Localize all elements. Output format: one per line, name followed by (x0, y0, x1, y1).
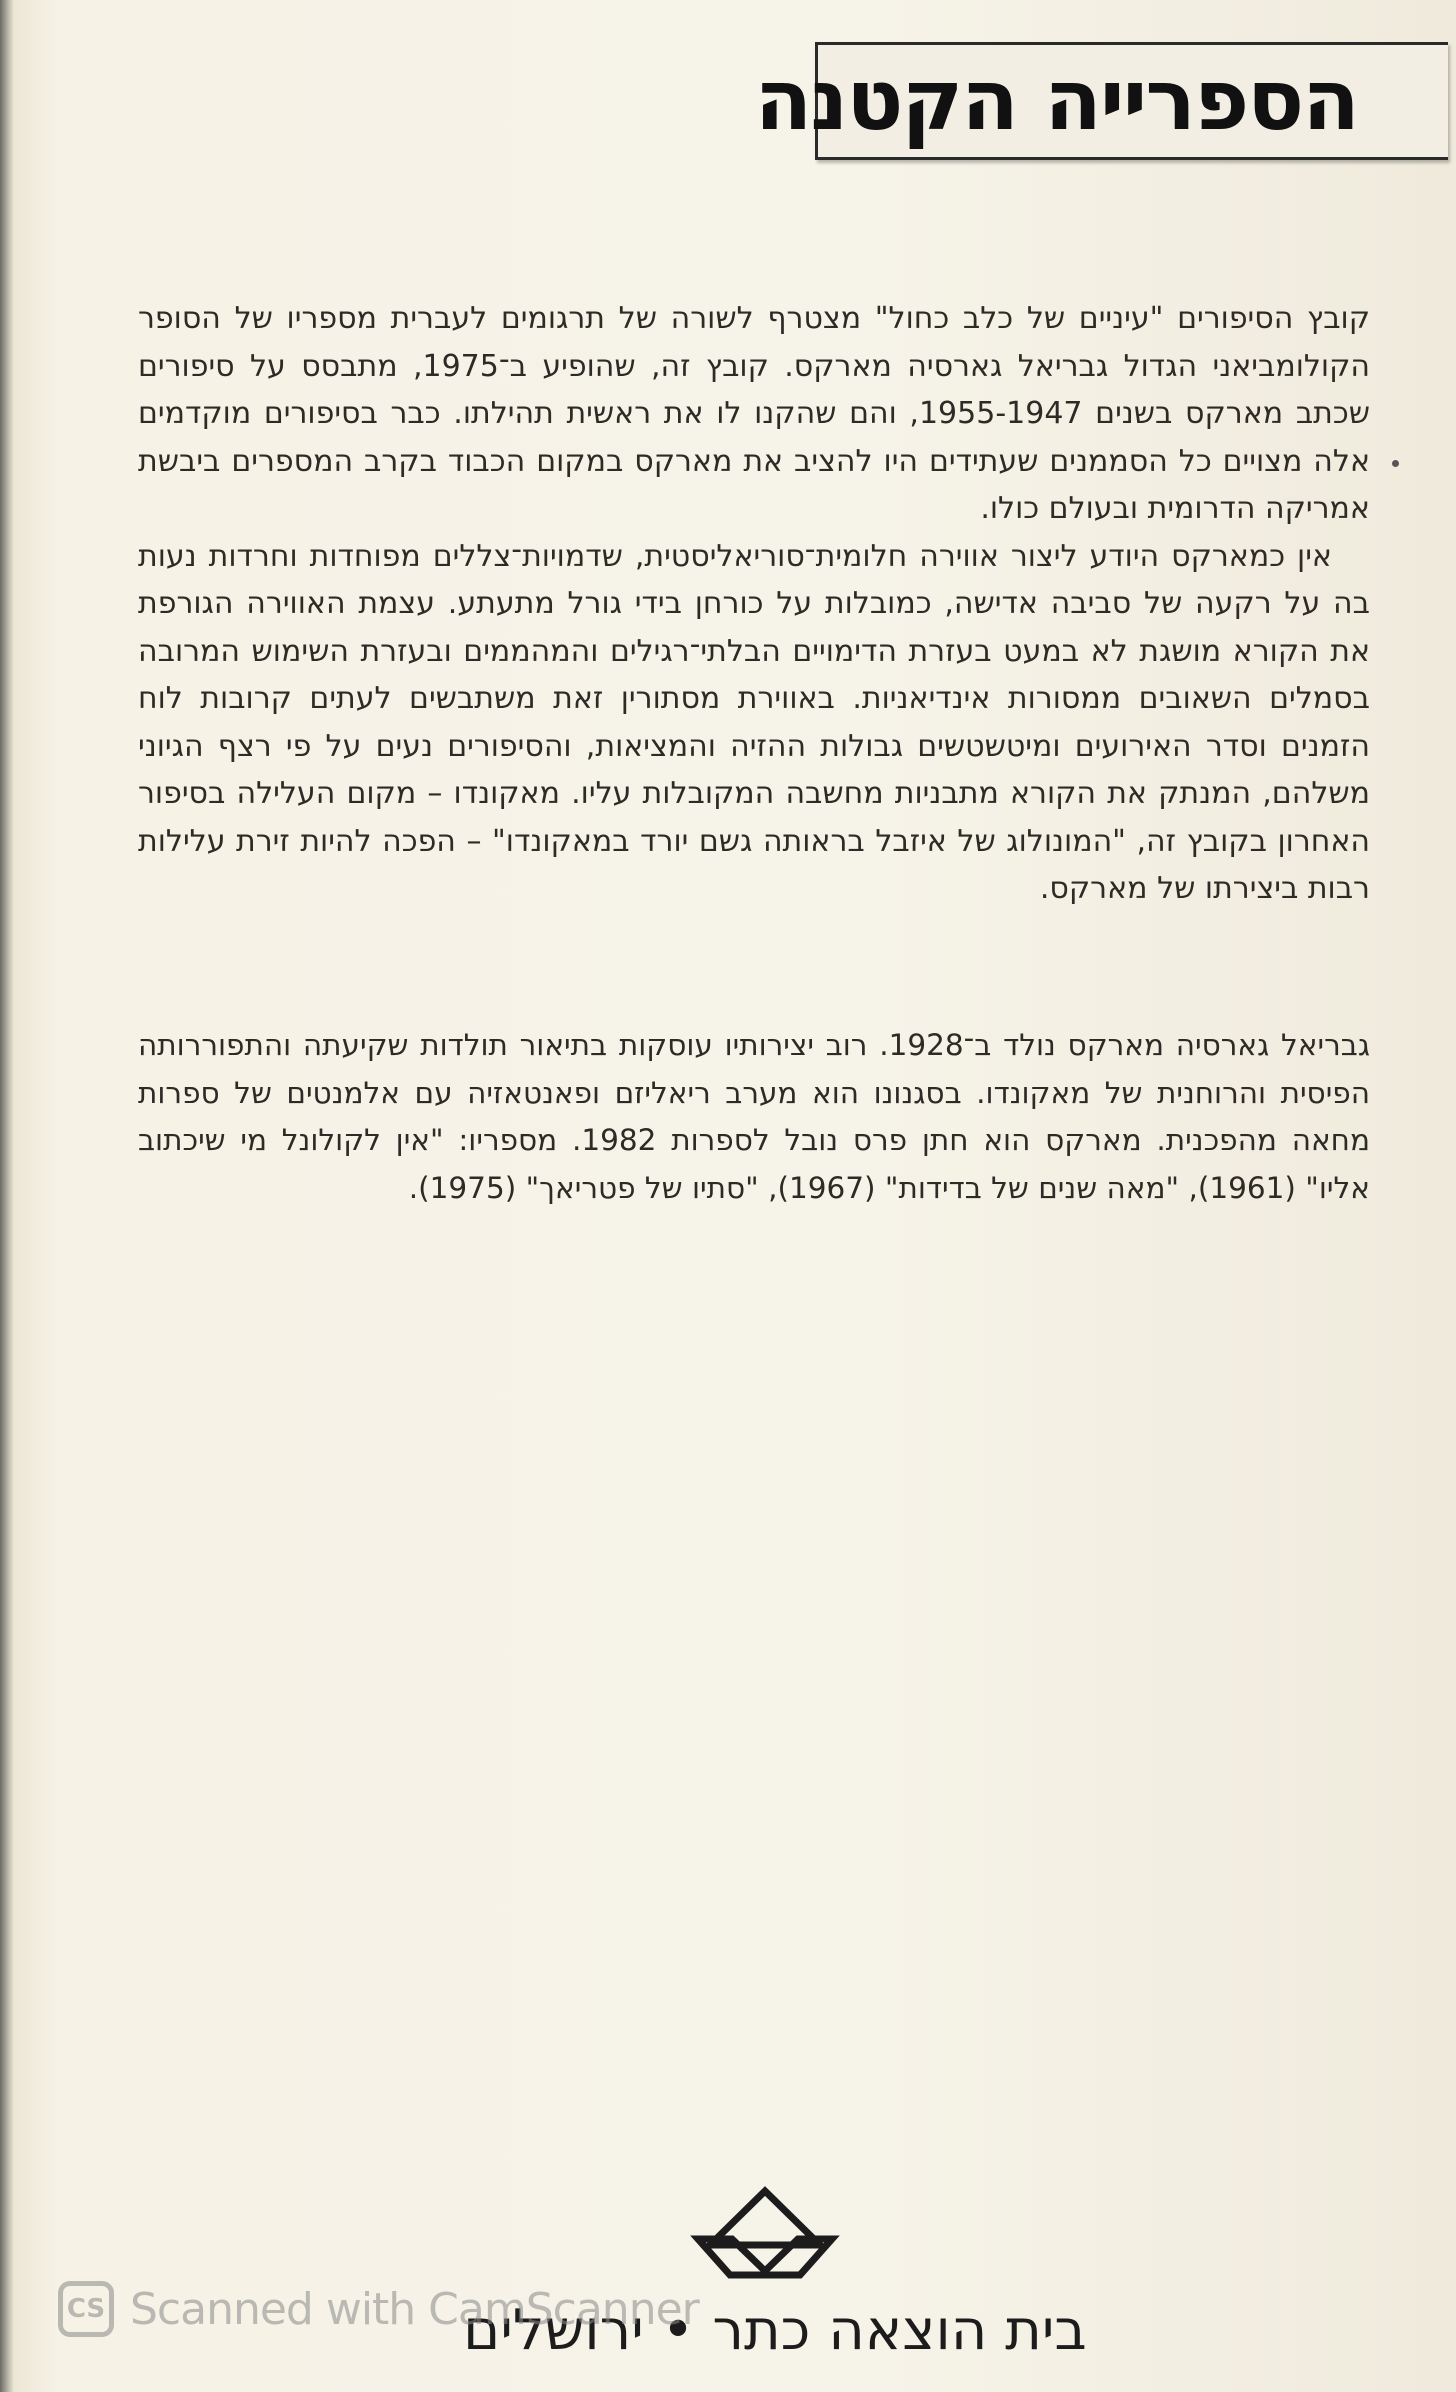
blurb-text (138, 295, 1370, 913)
publisher-name: בית הוצאה כתר • ירושלים (463, 2298, 1087, 2363)
crown-icon (690, 2183, 840, 2283)
camscanner-text: Scanned with CamScanner (130, 2283, 699, 2335)
author-bio (138, 1022, 1370, 1212)
page-edge-shadow (0, 0, 14, 2392)
series-title: הספרייה הקטנה (754, 51, 1358, 149)
blurb-paragraph-1: קובץ הסיפורים "עיניים של כלב כחול" מצטרף לשורה של תרגומים לעברית מספריו של הסופר הקולומביאני הגדול גבריאל גארסיה מארקס. קובץ זה, שהופיע ב־1975, מתבסס על סיפורים שכתב מארקס בשנים 1955-1947, והם שהקנו לו את ראשית תהילתו. כבר בסיפורים מוקדמים אלה מצויים כל הסממנים שעתידים היו להציב את מארקס במקום הכבוד בקרב המספרים ביבשת אמריקה הדרומית ובעולם כולו. (138, 301, 1370, 526)
camscanner-logo-icon: CS (58, 2281, 114, 2337)
camscanner-watermark (58, 2278, 699, 2340)
blurb-paragraph-2: אין כמארקס היודע ליצור אווירה חלומית־סוריאליסטית, שדמויות־צללים מפוחדות וחרדות נעות בה על רקעה של סביבה אדישה, כמובלות על כורחן בידי גורל מתעתע. עצמת האווירה הגורפת את הקורא מושגת לא במעט בעזרת הדימויים הבלתי־רגילים והמהממים ובעזרת השימוש המרובה בסמלים השאובים ממסורות אינדיאניות. באווירת מסתורין זאת משתבשים לעתים קרובות לוח הזמנים וסדר האירועים ומיטשטשים גבולות ההזיה והמציאות, והסיפורים נעים על פי רצף הגיוני משלהם, המנתק את הקורא מתבניות מחשבה המקובלות עליו. מאקונדו – מקום העלילה בסיפור האחרון בקובץ זה, "המונולוג של איזבל בראותה גשם יורד במאקונדו" – הפכה להיות זירת עלילות רבות ביצירתו של מארקס. (138, 538, 1370, 906)
series-label-box (754, 42, 1448, 160)
bullet-dot (1392, 460, 1399, 467)
author-bio-paragraph: גבריאל גארסיה מארקס נולד ב־1928. רוב יצירותיו עוסקות בתיאור תולדות שקיעתה והתפוררותה הפיסית והרוחנית של מאקונדו. בסגנונו הוא מערב ריאליזם ופאנטאזיה עם אלמנטים של ספרות מחאה מהפכנית. מארקס הוא חתן פרס נובל לספרות 1982. מספריו: "אין לקולונל מי שיכתוב אליו" (1961), "מאה שנים של בדידות" (1967), "סתיו של פטריאך" (1975). (138, 1028, 1370, 1205)
